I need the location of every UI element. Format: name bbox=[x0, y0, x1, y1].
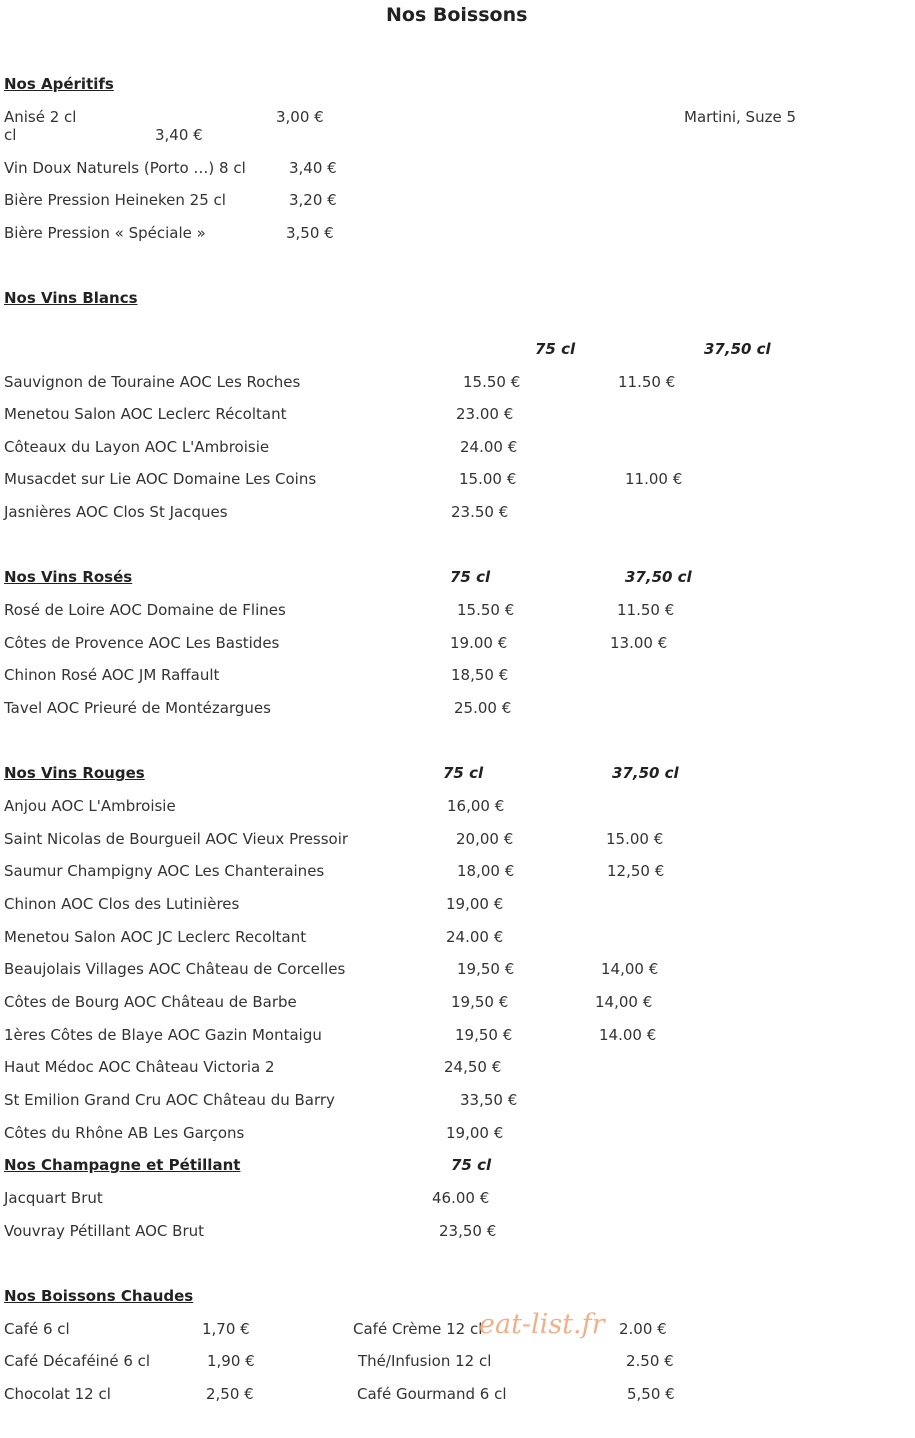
item-price: 25.00 € bbox=[454, 699, 512, 717]
item-name: Vouvray Pétillant AOC Brut bbox=[4, 1222, 205, 1240]
page-title: Nos Boissons bbox=[386, 4, 528, 26]
item-name: St Emilion Grand Cru AOC Château du Barry bbox=[4, 1091, 335, 1109]
item-price: 1,70 € bbox=[202, 1320, 250, 1338]
item-price: 3,00 € bbox=[276, 108, 324, 126]
item-price: 46.00 € bbox=[432, 1189, 490, 1207]
item-price-half: 11.00 € bbox=[625, 470, 683, 488]
item-name: Café Décaféiné 6 cl bbox=[4, 1352, 151, 1370]
column-header-75cl: 75 cl bbox=[535, 340, 576, 358]
section-heading-vins-roses: Nos Vins Rosés bbox=[4, 568, 133, 586]
item-name: Rosé de Loire AOC Domaine de Flines bbox=[4, 601, 286, 619]
item-name: Martini, Suze 5 bbox=[684, 108, 797, 126]
item-price: 19,50 € bbox=[457, 960, 515, 978]
item-name: Côtes de Bourg AOC Château de Barbe bbox=[4, 993, 297, 1011]
item-price: 19,00 € bbox=[446, 1124, 504, 1142]
item-price: 18,50 € bbox=[451, 666, 509, 684]
item-name: Thé/Infusion 12 cl bbox=[358, 1352, 492, 1370]
item-price: 24.00 € bbox=[446, 928, 504, 946]
item-name: Anisé 2 cl bbox=[4, 108, 77, 126]
item-price-half: 14.00 € bbox=[599, 1026, 657, 1044]
item-price: 3,50 € bbox=[286, 224, 334, 242]
item-name: Anjou AOC L'Ambroisie bbox=[4, 797, 176, 815]
item-name: Café Gourmand 6 cl bbox=[357, 1385, 507, 1403]
item-price: 3,40 € bbox=[289, 159, 337, 177]
item-name: Musacdet sur Lie AOC Domaine Les Coins bbox=[4, 470, 317, 488]
item-name: Côtes de Provence AOC Les Bastides bbox=[4, 634, 280, 652]
item-name: Beaujolais Villages AOC Château de Corcelles bbox=[4, 960, 346, 978]
item-name: Menetou Salon AOC JC Leclerc Recoltant bbox=[4, 928, 307, 946]
section-heading-vins-rouges: Nos Vins Rouges bbox=[4, 764, 145, 782]
item-price-half: 11.50 € bbox=[617, 601, 675, 619]
item-name: Sauvignon de Touraine AOC Les Roches bbox=[4, 373, 301, 391]
item-price: 3,40 € bbox=[155, 126, 203, 144]
item-name: 1ères Côtes de Blaye AOC Gazin Montaigu bbox=[4, 1026, 322, 1044]
item-name: Chocolat 12 cl bbox=[4, 1385, 111, 1403]
item-price: 16,00 € bbox=[447, 797, 505, 815]
item-price-half: 14,00 € bbox=[601, 960, 659, 978]
column-header-37cl: 37,50 cl bbox=[704, 340, 771, 358]
item-price: 23,50 € bbox=[439, 1222, 497, 1240]
item-name: Bière Pression « Spéciale » bbox=[4, 224, 206, 242]
item-price: 24.00 € bbox=[460, 438, 518, 456]
item-name: Café 6 cl bbox=[4, 1320, 70, 1338]
section-heading-champagne: Nos Champagne et Pétillant bbox=[4, 1156, 241, 1174]
item-price: 15.50 € bbox=[457, 601, 515, 619]
item-price-half: 11.50 € bbox=[618, 373, 676, 391]
item-price-half: 15.00 € bbox=[606, 830, 664, 848]
item-name: Tavel AOC Prieuré de Montézargues bbox=[4, 699, 271, 717]
item-name: Saumur Champigny AOC Les Chanteraines bbox=[4, 862, 325, 880]
item-name-continuation: cl bbox=[4, 126, 17, 144]
item-price: 3,20 € bbox=[289, 191, 337, 209]
column-header-75cl: 75 cl bbox=[443, 764, 484, 782]
item-price: 23.50 € bbox=[451, 503, 509, 521]
column-header-37cl: 37,50 cl bbox=[625, 568, 692, 586]
section-heading-vins-blancs: Nos Vins Blancs bbox=[4, 289, 138, 307]
item-name: Jacquart Brut bbox=[4, 1189, 103, 1207]
item-name: Bière Pression Heineken 25 cl bbox=[4, 191, 226, 209]
item-price-half: 14,00 € bbox=[595, 993, 653, 1011]
watermark-logo: eat-list.fr bbox=[479, 1309, 605, 1340]
item-name: Côtes du Rhône AB Les Garçons bbox=[4, 1124, 245, 1142]
item-name: Menetou Salon AOC Leclerc Récoltant bbox=[4, 405, 287, 423]
item-name: Saint Nicolas de Bourgueil AOC Vieux Pressoir bbox=[4, 830, 349, 848]
section-heading-aperitifs: Nos Apéritifs bbox=[4, 75, 114, 93]
section-heading-boissons-chaudes: Nos Boissons Chaudes bbox=[4, 1287, 194, 1305]
item-price: 20,00 € bbox=[456, 830, 514, 848]
item-name: Chinon Rosé AOC JM Raffault bbox=[4, 666, 220, 684]
item-price: 15.50 € bbox=[463, 373, 521, 391]
column-header-37cl: 37,50 cl bbox=[612, 764, 679, 782]
item-price: 2.00 € bbox=[619, 1320, 667, 1338]
item-price: 2.50 € bbox=[626, 1352, 674, 1370]
item-price: 1,90 € bbox=[207, 1352, 255, 1370]
item-price: 19,50 € bbox=[455, 1026, 513, 1044]
item-name: Jasnières AOC Clos St Jacques bbox=[4, 503, 228, 521]
item-name: Côteaux du Layon AOC L'Ambroisie bbox=[4, 438, 270, 456]
item-price: 23.00 € bbox=[456, 405, 514, 423]
item-price: 5,50 € bbox=[627, 1385, 675, 1403]
item-price: 15.00 € bbox=[459, 470, 517, 488]
item-price-half: 13.00 € bbox=[610, 634, 668, 652]
column-header-75cl: 75 cl bbox=[451, 1156, 492, 1174]
item-price: 24,50 € bbox=[444, 1058, 502, 1076]
column-header-75cl: 75 cl bbox=[450, 568, 491, 586]
item-name: Café Crème 12 cl bbox=[353, 1320, 483, 1338]
item-price: 18,00 € bbox=[457, 862, 515, 880]
item-price: 33,50 € bbox=[460, 1091, 518, 1109]
item-price: 19,50 € bbox=[451, 993, 509, 1011]
item-name: Chinon AOC Clos des Lutinières bbox=[4, 895, 240, 913]
item-price: 19.00 € bbox=[450, 634, 508, 652]
item-price: 2,50 € bbox=[206, 1385, 254, 1403]
item-name: Haut Médoc AOC Château Victoria 2 bbox=[4, 1058, 275, 1076]
item-price: 19,00 € bbox=[446, 895, 504, 913]
item-price-half: 12,50 € bbox=[607, 862, 665, 880]
item-name: Vin Doux Naturels (Porto …) 8 cl bbox=[4, 159, 246, 177]
